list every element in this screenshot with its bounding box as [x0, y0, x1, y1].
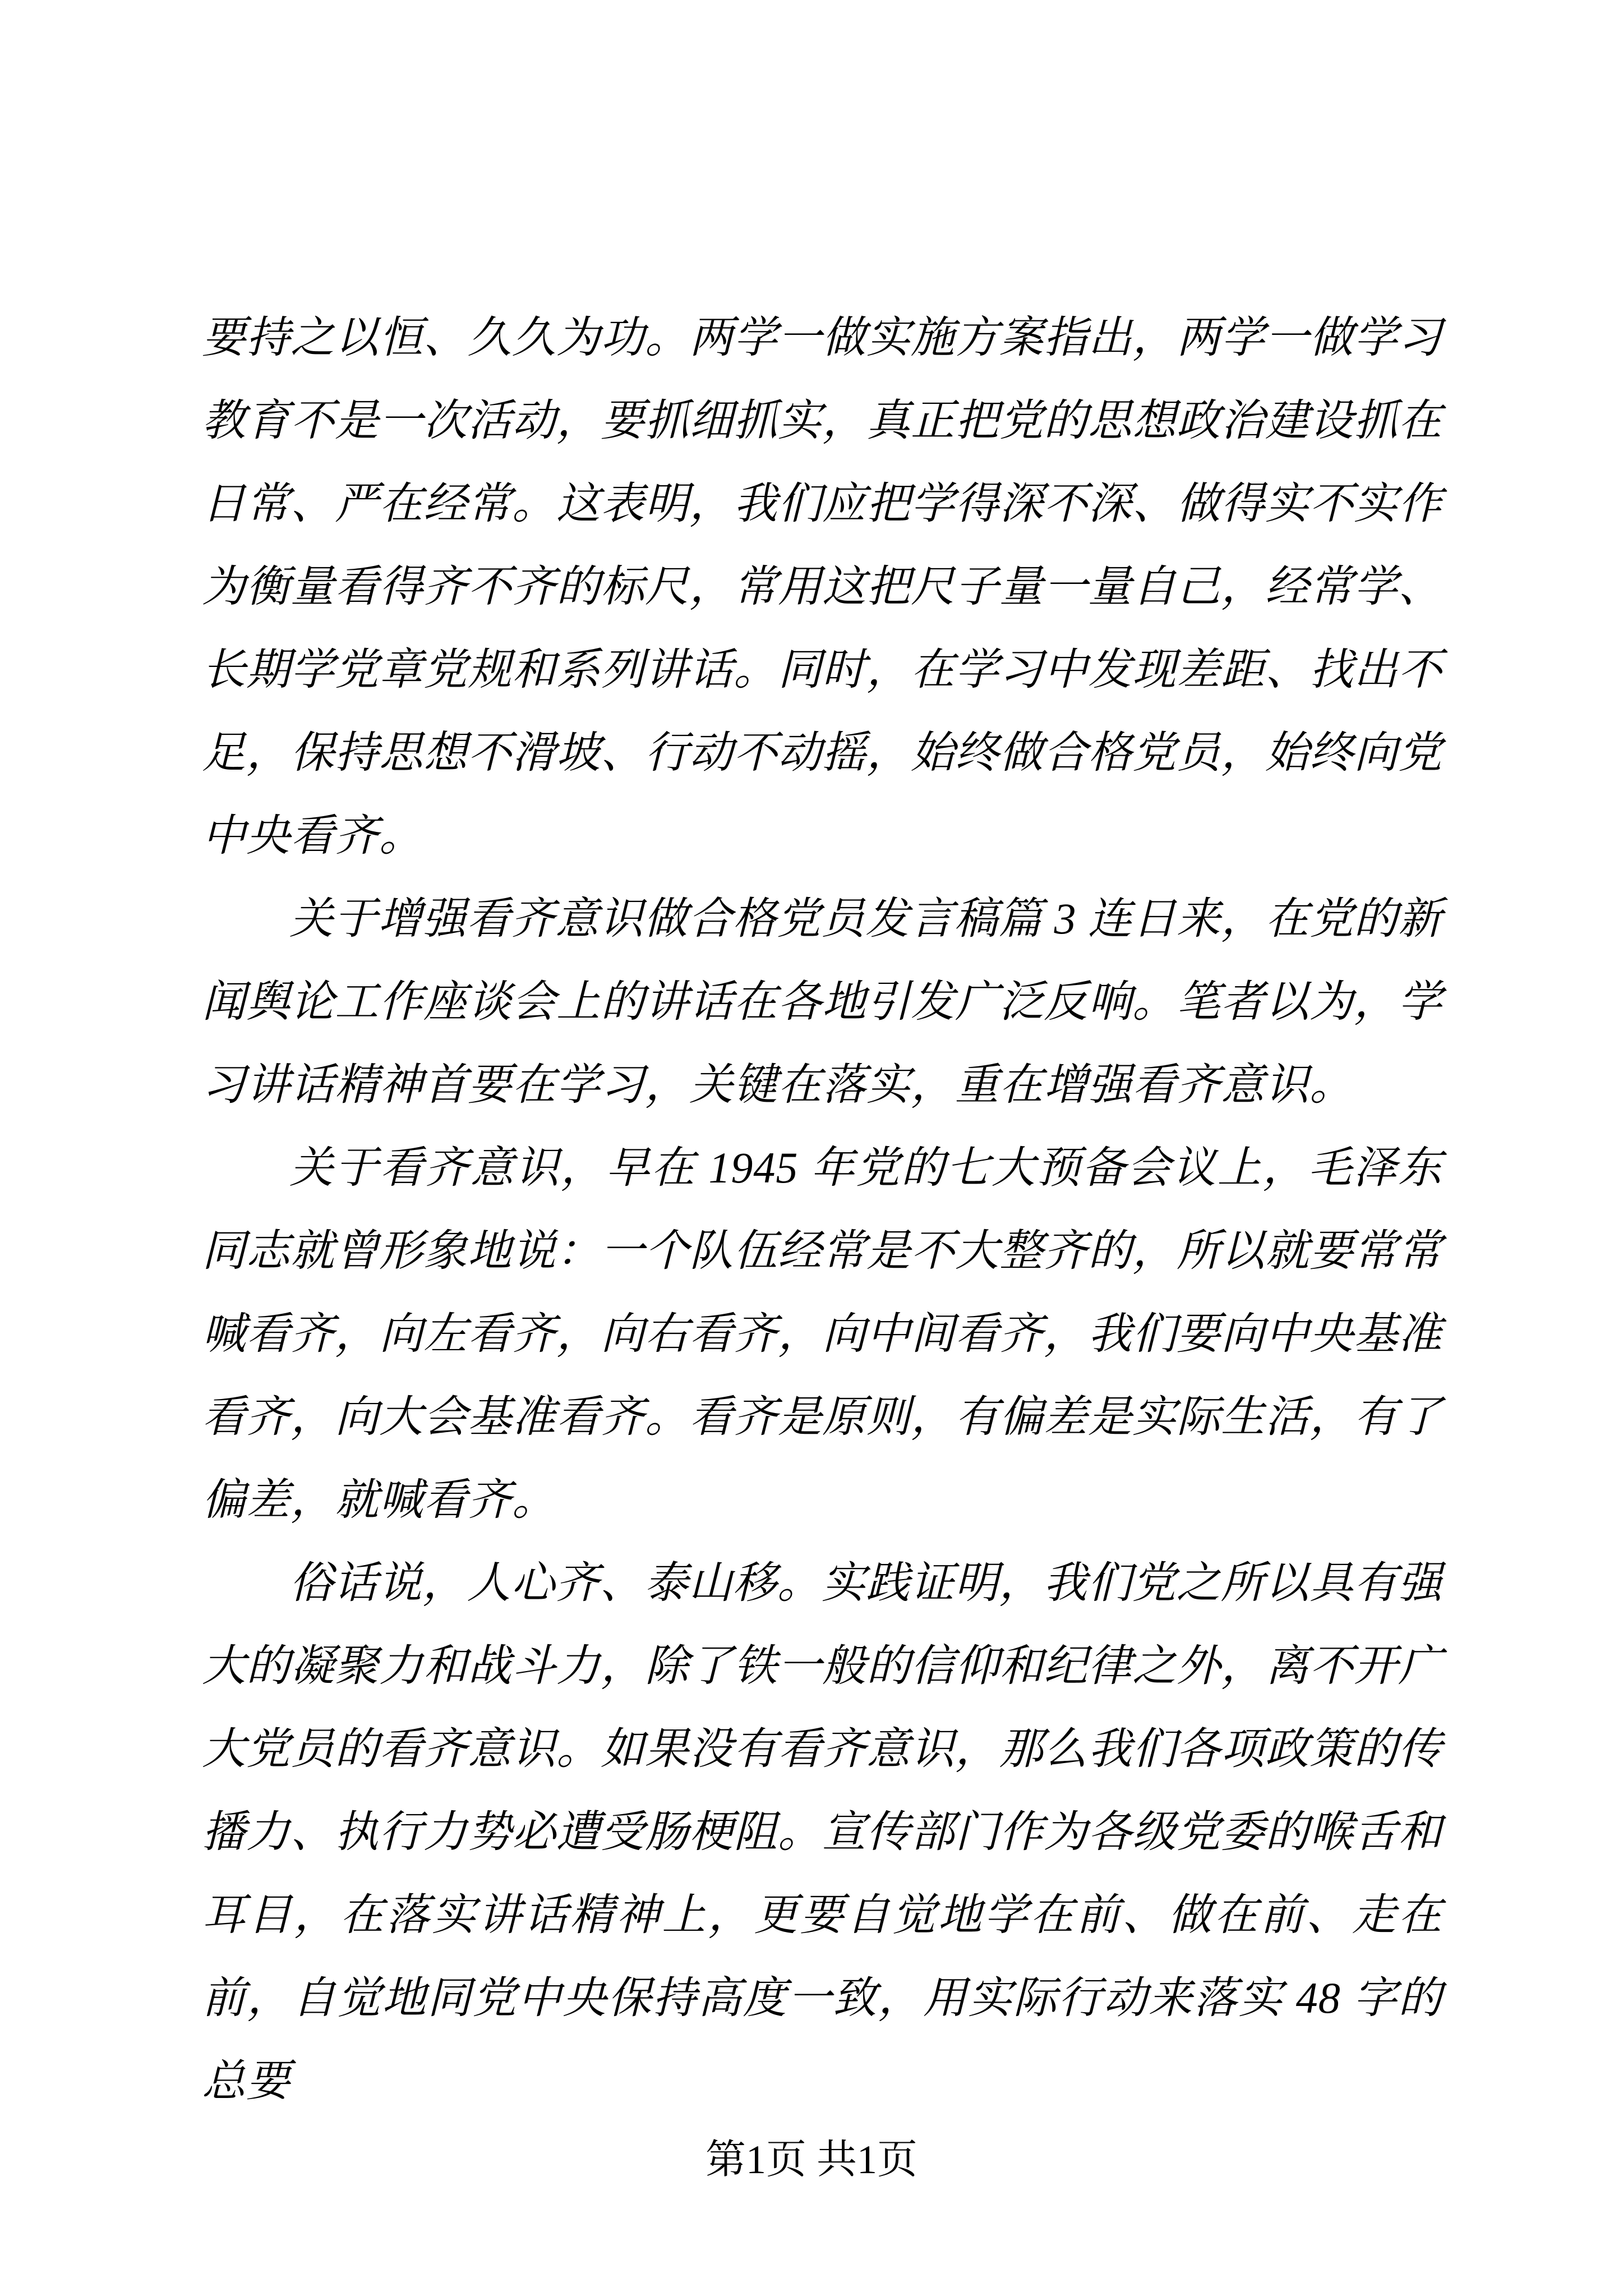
paragraph-3: 关于看齐意识，早在 1945 年党的七大预备会议上，毛泽东同志就曾形象地说：一个队伍经常是不大整齐的，所以就要常常喊看齐，向左看齐，向右看齐，向中间看齐，我们要向中央基准看齐，向大会基准看齐。看齐是原则，有偏差是实际生活，有了偏差，就喊看齐。 — [202, 1143, 1443, 1524]
paragraph-2: 关于增强看齐意识做合格党员发言稿篇 3 连日来，在党的新闻舆论工作座谈会上的讲话在各地引发广泛反响。笔者以为，学习讲话精神首要在学习，关键在落实，重在增强看齐意识。 — [202, 894, 1443, 1109]
paragraph-4: 俗话说，人心齐、泰山移。实践证明，我们党之所以具有强大的凝聚力和战斗力，除了铁一般的信仰和纪律之外，离不开广大党员的看齐意识。如果没有看齐意识，那么我们各项政策的传播力、执行力势必遭受肠梗阻。宣传部门作为各级党委的喉舌和耳目，在落实讲话精神上，更要自觉地学在前、做在前、走在前，自觉地同党中央保持高度一致，用实际行动来落实 48 字的总要 — [202, 1558, 1443, 2105]
paragraph-1: 要持之以恒、久久为功。两学一做实施方案指出，两学一做学习教育不是一次活动，要抓细抓实，真正把党的思想政治建设抓在日常、严在经常。这表明，我们应把学得深不深、做得实不实作为衡量看得齐不齐的标尺，常用这把尺子量一量自己，经常学、长期学党章党规和系列讲话。同时，在学习中发现差距、找出不足，保持思想不滑坡、行动不动摇，始终做合格党员，始终向党中央看齐。 — [202, 313, 1443, 860]
page-number-footer: 第1页 共1页 — [705, 2137, 917, 2182]
document-body — [202, 296, 1442, 2123]
